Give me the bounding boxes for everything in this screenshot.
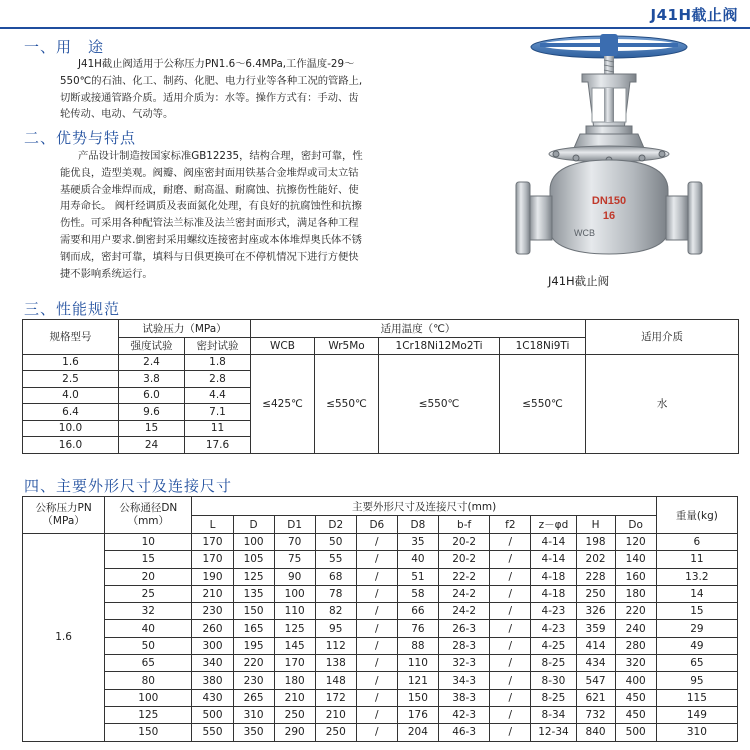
table-row [23,603,738,620]
table-cell: 10.0 [23,420,119,437]
table-cell: / [356,603,397,620]
table-cell: 58 [397,585,438,602]
table-cell: 80 [105,672,192,689]
table-cell: 380 [192,672,233,689]
table-cell: 28-3 [438,637,489,654]
table-cell: 55 [315,551,356,568]
table-cell: 20 [105,568,192,585]
globe-valve-icon [512,30,707,270]
table-cell: 115 [656,689,737,706]
table-cell: 75 [274,551,315,568]
table-cell: / [356,637,397,654]
medium-value: 水 [586,354,739,453]
table-cell: 240 [615,620,656,637]
text-line: 产品设计制造按国家标准GB12235，结构合理，密封可靠，性 [78,150,363,162]
image-caption: J41H截止阀 [548,274,610,288]
table-cell: 51 [397,568,438,585]
table-cell: 250 [274,706,315,723]
table-cell: / [356,568,397,585]
table-cell: 250 [576,585,615,602]
table-cell: 732 [576,706,615,723]
table-cell: 228 [576,568,615,585]
table-cell: 9.6 [119,404,185,421]
temp-value: ≤550℃ [379,354,500,453]
table-cell: 2.4 [119,354,185,371]
table-cell: 26-3 [438,620,489,637]
table-cell: 38-3 [438,689,489,706]
header-pn: 公称压力PN （MPa） [23,497,105,534]
table-cell: 95 [656,672,737,689]
section3-heading: 三、性能规范 [24,300,121,318]
table-cell: 13.2 [656,568,737,585]
header-rule [0,27,750,29]
table-cell: / [356,689,397,706]
column-header: D1 [274,516,315,534]
table-cell: / [490,551,531,568]
table-cell: 210 [274,689,315,706]
table-cell: / [356,706,397,723]
section2-heading: 二、优势与特点 [24,129,137,147]
table-cell: 550 [192,724,233,741]
table-cell: 90 [274,568,315,585]
table-cell: 280 [615,637,656,654]
header-strength: 强度试验 [119,338,185,355]
table-cell: / [356,620,397,637]
table-cell: 125 [233,568,274,585]
table-cell: 8-25 [531,655,576,672]
table-cell: 78 [315,585,356,602]
table-cell: 220 [233,655,274,672]
table-cell: 110 [274,603,315,620]
table-cell: 320 [615,655,656,672]
table-cell: 4-18 [531,585,576,602]
table-row [23,637,738,654]
table-row [23,620,738,637]
text-line: 钢而成，密封可靠，填料与日俱更换可在不停机情况下进行方便快 [60,250,359,263]
table-cell: / [356,585,397,602]
table-cell: / [490,706,531,723]
table-cell: 500 [615,724,656,741]
table-cell: 6.0 [119,387,185,404]
valve-image [512,30,707,270]
table-cell: / [356,655,397,672]
table-cell: / [490,620,531,637]
temp-value: ≤550℃ [315,354,379,453]
table-cell: 8-25 [531,689,576,706]
table-cell: 125 [105,706,192,723]
text-line: 550℃的石油、化工、制药、化肥、电力行业等各种工况的管路上, [60,74,363,87]
header-seal: 密封试验 [185,338,251,355]
table-cell: 15 [119,420,185,437]
header-wcb: WCB [251,338,315,355]
table-row [23,655,738,672]
table-cell: 15 [656,603,737,620]
table-cell: / [490,689,531,706]
table-cell: 32-3 [438,655,489,672]
table-cell: 6 [656,534,737,551]
table-cell: 76 [397,620,438,637]
table-cell: 32 [105,603,192,620]
table-cell: 150 [105,724,192,741]
text-line: 能优良，造型美观。阀瓣、阀座密封面用铁基合金堆焊或司太立钴 [60,166,359,179]
table-cell: 22-2 [438,568,489,585]
header-wr5mo: Wr5Mo [315,338,379,355]
table-cell: 4.0 [23,387,119,404]
table-cell: 10 [105,534,192,551]
table-cell: 46-3 [438,724,489,741]
table-cell: 170 [274,655,315,672]
table-cell: 8-30 [531,672,576,689]
table-cell: 204 [397,724,438,741]
table-cell: / [490,585,531,602]
table-cell: 50 [105,637,192,654]
table-cell: 42-3 [438,706,489,723]
column-header: H [576,516,615,534]
table-cell: 414 [576,637,615,654]
table-cell: 65 [105,655,192,672]
table-cell: 35 [397,534,438,551]
column-header: D [233,516,274,534]
table-cell: 17.6 [185,437,251,454]
table-cell: / [490,655,531,672]
temp-value: ≤425℃ [251,354,315,453]
table-cell: 4-25 [531,637,576,654]
table-row [23,689,738,706]
table-cell: 135 [233,585,274,602]
table-cell: 120 [615,534,656,551]
table-cell: 150 [397,689,438,706]
table-cell: 310 [656,724,737,741]
section2-text [60,148,490,282]
table-cell: 8-34 [531,706,576,723]
table-cell: 105 [233,551,274,568]
table-cell: 121 [397,672,438,689]
table-cell: 165 [233,620,274,637]
text-line: 切断或接通管路介质。适用介质为：水等。操作方式有：手动、齿 [60,91,359,104]
table-cell: 300 [192,637,233,654]
table-cell: 350 [233,724,274,741]
column-header: b-f [438,516,489,534]
body-mark-material: WCB [574,228,595,238]
body-mark-pn: 16 [602,210,616,222]
table-cell: 6.4 [23,404,119,421]
table-cell: 100 [105,689,192,706]
table-cell: / [356,724,397,741]
table-cell: 20-2 [438,534,489,551]
table-cell: 621 [576,689,615,706]
table-row [23,706,738,723]
table-cell: 112 [315,637,356,654]
table-cell: / [356,672,397,689]
table-cell: 400 [615,672,656,689]
header-weight: 重量(kg) [656,497,737,534]
table-cell: / [490,534,531,551]
table-cell: 125 [274,620,315,637]
table-cell: 150 [233,603,274,620]
table-cell: 340 [192,655,233,672]
table-cell: 11 [185,420,251,437]
table-cell: 145 [274,637,315,654]
table-cell: 547 [576,672,615,689]
table-cell: 11 [656,551,737,568]
table-row [23,585,738,602]
table-cell: 20-2 [438,551,489,568]
table-cell: 326 [576,603,615,620]
table-cell: 434 [576,655,615,672]
header-cr18mo2: 1Cr18Ni12Mo2Ti [379,338,500,355]
table-cell: 148 [315,672,356,689]
page-title: J41H截止阀 [650,6,738,24]
column-header: Do [615,516,656,534]
table-cell: 149 [656,706,737,723]
table-cell: 40 [105,620,192,637]
table-cell: 210 [192,585,233,602]
table-cell: 180 [615,585,656,602]
table-cell: 14 [656,585,737,602]
table-cell: 170 [192,534,233,551]
table-cell: / [490,568,531,585]
text-line: 需要和用户要求.倒密封采用螺纹连接密封座或本体堆焊奥氏体不锈 [60,233,362,246]
table-cell: 4.4 [185,387,251,404]
table-cell: 50 [315,534,356,551]
table-cell: 500 [192,706,233,723]
table-cell: 110 [397,655,438,672]
table-cell: 359 [576,620,615,637]
section1-text [60,56,460,123]
header-cr18ti: 1C18Ni9Ti [500,338,586,355]
section4-heading: 四、主要外形尺寸及连接尺寸 [24,477,233,495]
table-cell: 12-34 [531,724,576,741]
table-cell: 290 [274,724,315,741]
table-cell: 840 [576,724,615,741]
table-cell: 180 [274,672,315,689]
table-cell: 198 [576,534,615,551]
table-cell: / [490,724,531,741]
table-cell: 100 [274,585,315,602]
table-cell: / [356,551,397,568]
dimension-table [22,496,738,742]
body-mark-dn: DN150 [591,195,627,207]
table-cell: 24 [119,437,185,454]
table-cell: 68 [315,568,356,585]
table-cell: 24-2 [438,603,489,620]
table-cell: 230 [192,603,233,620]
table-cell: 4-18 [531,568,576,585]
table-cell: 170 [192,551,233,568]
table-cell: 450 [615,706,656,723]
table-cell: 4-23 [531,620,576,637]
table-cell: 430 [192,689,233,706]
temp-value: ≤550℃ [500,354,586,453]
column-header: D2 [315,516,356,534]
text-line: J41H截止阀适用于公称压力PN1.6～6.4MPa,工作温度-29～ [78,58,355,70]
table-cell: 25 [105,585,192,602]
table-cell: 16.0 [23,437,119,454]
table-cell: 176 [397,706,438,723]
table-cell: 2.8 [185,371,251,388]
header-dn: 公称通径DN （mm） [105,497,192,534]
table-cell: 70 [274,534,315,551]
table-cell: / [490,672,531,689]
table-cell: 15 [105,551,192,568]
pn-value: 1.6 [23,534,105,742]
table-cell: 34-3 [438,672,489,689]
performance-table [22,319,739,454]
table-cell: 195 [233,637,274,654]
table-cell: 40 [397,551,438,568]
table-cell: 210 [315,706,356,723]
table-cell: 260 [192,620,233,637]
table-cell: 230 [233,672,274,689]
table-row [23,724,738,741]
table-cell: 172 [315,689,356,706]
table-cell: 49 [656,637,737,654]
column-header: L [192,516,233,534]
table-cell: 202 [576,551,615,568]
table-cell: 265 [233,689,274,706]
table-cell: / [490,603,531,620]
table-cell: 1.6 [23,354,119,371]
table-cell: 7.1 [185,404,251,421]
table-cell: 95 [315,620,356,637]
header-medium: 适用介质 [586,320,739,355]
table-cell: 29 [656,620,737,637]
table-row [23,551,738,568]
text-line: 伤性。可采用各种配管法兰标准及法兰密封面形式，满足各种工程 [60,217,359,230]
column-header: f2 [490,516,531,534]
table-cell: 140 [615,551,656,568]
column-header: D6 [356,516,397,534]
table-cell: 4-14 [531,534,576,551]
table-cell: 4-14 [531,551,576,568]
table-cell: 220 [615,603,656,620]
table-cell: 160 [615,568,656,585]
table-cell: 65 [656,655,737,672]
table-cell: 2.5 [23,371,119,388]
text-line: 用寿命长。 阀杆经调质及表面氮化处理，有良好的抗腐蚀性和抗擦 [60,200,362,213]
table-cell: 66 [397,603,438,620]
column-header: D8 [397,516,438,534]
table-cell: 3.8 [119,371,185,388]
header-test-pressure: 试验压力（MPa） [119,320,251,338]
table-cell: 310 [233,706,274,723]
table-cell: 100 [233,534,274,551]
table-row [23,354,739,371]
table-cell: / [490,637,531,654]
section1-heading: 一、用 途 [24,38,105,56]
table-row [23,568,738,585]
text-line: 基硬质合金堆焊而成，耐磨、耐高温、耐腐蚀、抗擦伤性能好、使 [60,183,359,196]
header-spec: 规格型号 [23,320,119,355]
table-cell: 450 [615,689,656,706]
header-temp: 适用温度（℃） [251,320,586,338]
text-line: 捷不影响系统运行。 [60,267,153,280]
table-row [23,534,738,551]
table-cell: / [356,534,397,551]
table-cell: 88 [397,637,438,654]
text-line: 轮传动、电动、气动等。 [60,108,174,121]
table-cell: 190 [192,568,233,585]
column-header: z－φd [531,516,576,534]
table-cell: 4-23 [531,603,576,620]
table-cell: 138 [315,655,356,672]
header-dimension-group: 主要外形尺寸及连接尺寸(mm) [192,497,656,516]
table-cell: 24-2 [438,585,489,602]
table-cell: 82 [315,603,356,620]
table-cell: 250 [315,724,356,741]
table-cell: 1.8 [185,354,251,371]
table-row [23,672,738,689]
